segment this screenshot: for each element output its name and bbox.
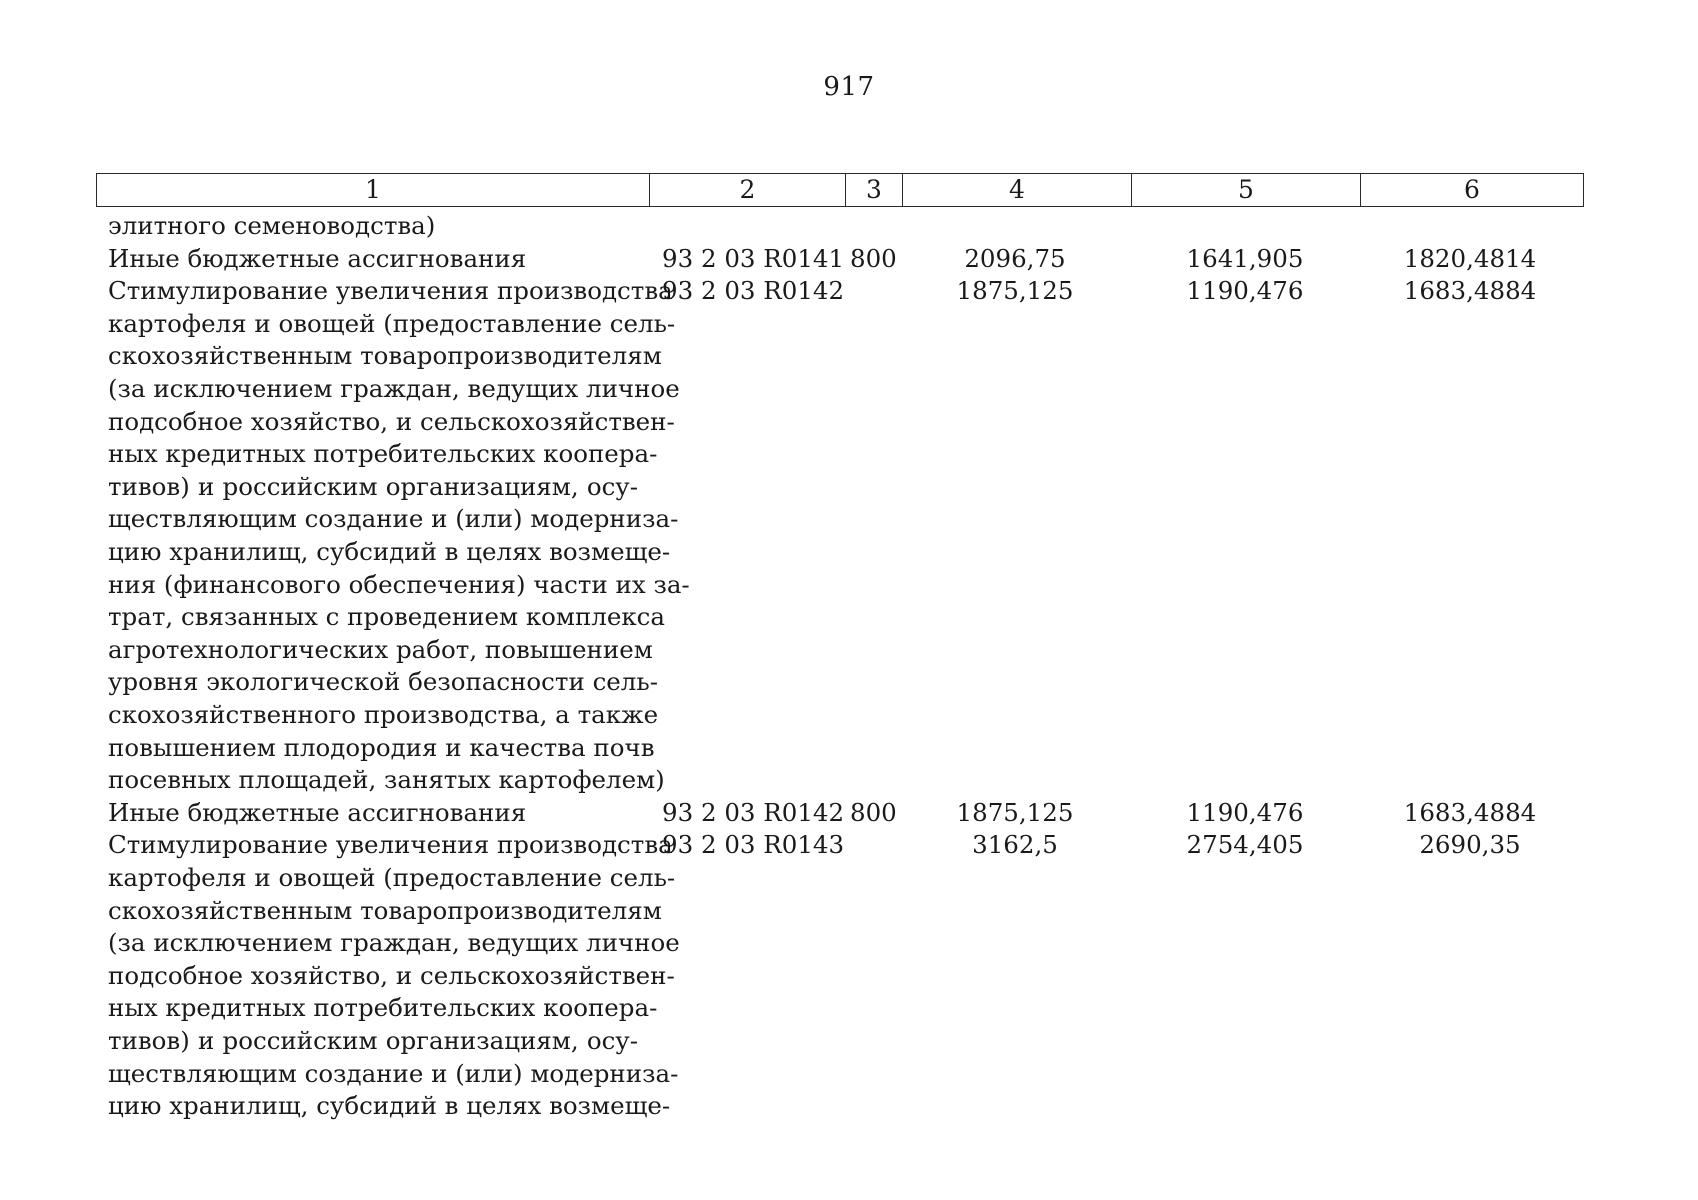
row-description (108, 797, 638, 830)
description-line: Иные бюджетные ассигнования (108, 797, 527, 827)
description-line: ных кредитных потребительских коопера- (108, 993, 658, 1023)
description-line: Стимулирование увеличения производства (108, 830, 673, 860)
col-5-value: 1190,476 (1186, 276, 1304, 306)
expense-type: 800 (850, 243, 897, 273)
description-line: цию хранилищ, субсидий в целях возмеще- (108, 536, 671, 566)
description-line: подсобное хозяйство, и сельскохозяйствен- (108, 406, 675, 436)
col-6-value: 1683,4884 (1403, 276, 1537, 306)
header-col-5: 5 (1132, 174, 1361, 206)
description-line: тивов) и российским организациям, осу- (108, 471, 638, 501)
page-number: 917 (823, 72, 875, 102)
header-col-3: 3 (846, 174, 903, 206)
description-line: картофеля и овощей (предоставление сель- (108, 308, 676, 338)
col-6-value: 1820,4814 (1403, 243, 1537, 273)
target-code: 93 2 03 R0142 (662, 797, 845, 827)
col-5-value: 1190,476 (1186, 797, 1304, 827)
description-line: цию хранилищ, субсидий в целях возмеще- (108, 1091, 671, 1121)
description-line: посевных площадей, занятых картофелем) (108, 765, 665, 795)
row-description (108, 829, 680, 1122)
description-line: ществляющим создание и (или) модерниза- (108, 504, 679, 534)
target-code: 93 2 03 R0143 (662, 830, 845, 860)
description-line: повышением плодородия и качества почв (108, 732, 655, 762)
row-description (108, 243, 638, 276)
col-5-value: 2754,405 (1186, 830, 1304, 860)
description-line: (за исключением граждан, ведущих личное (108, 373, 680, 403)
expense-type: 800 (850, 797, 897, 827)
description-line: тивов) и российским организациям, осу- (108, 1025, 638, 1055)
description-line: уровня экологической безопасности сель- (108, 667, 658, 697)
col-5-value: 1641,905 (1186, 243, 1304, 273)
description-line: ния (финансового обеспечения) части их за- (108, 569, 690, 599)
row-description (108, 210, 638, 243)
description-line: трат, связанных с проведением комплекса (108, 602, 665, 632)
header-col-4: 4 (903, 174, 1132, 206)
description-line: картофеля и овощей (предоставление сель- (108, 862, 676, 892)
description-line: Стимулирование увеличения производства (108, 276, 673, 306)
target-code: 93 2 03 R0142 (662, 276, 845, 306)
description-line: (за исключением граждан, ведущих личное (108, 928, 680, 958)
header-col-2: 2 (650, 174, 846, 206)
col-4-value: 3162,5 (972, 830, 1058, 860)
col-6-value: 1683,4884 (1403, 797, 1537, 827)
description-line: Иные бюджетные ассигнования (108, 243, 527, 273)
col-4-value: 1875,125 (956, 797, 1074, 827)
description-line: ществляющим создание и (или) модерниза- (108, 1058, 679, 1088)
description-line: ных кредитных потребительских коопера- (108, 439, 658, 469)
description-line: скохозяйственным товаропроизводителям (108, 895, 662, 925)
description-line: скохозяйственного производства, а также (108, 699, 659, 729)
description-line: подсобное хозяйство, и сельскохозяйствен- (108, 960, 675, 990)
description-line: скохозяйственным товаропроизводителям (108, 341, 662, 371)
col-4-value: 2096,75 (964, 243, 1066, 273)
col-4-value: 1875,125 (956, 276, 1074, 306)
header-col-6: 6 (1464, 175, 1480, 204)
col-6-value: 2690,35 (1419, 830, 1521, 860)
header-col-1: 1 (97, 174, 650, 206)
target-code: 93 2 03 R0141 (662, 243, 845, 273)
description-line: агротехнологических работ, повышением (108, 634, 653, 664)
description-line: элитного семеноводства) (108, 211, 436, 240)
row-description (108, 275, 690, 797)
